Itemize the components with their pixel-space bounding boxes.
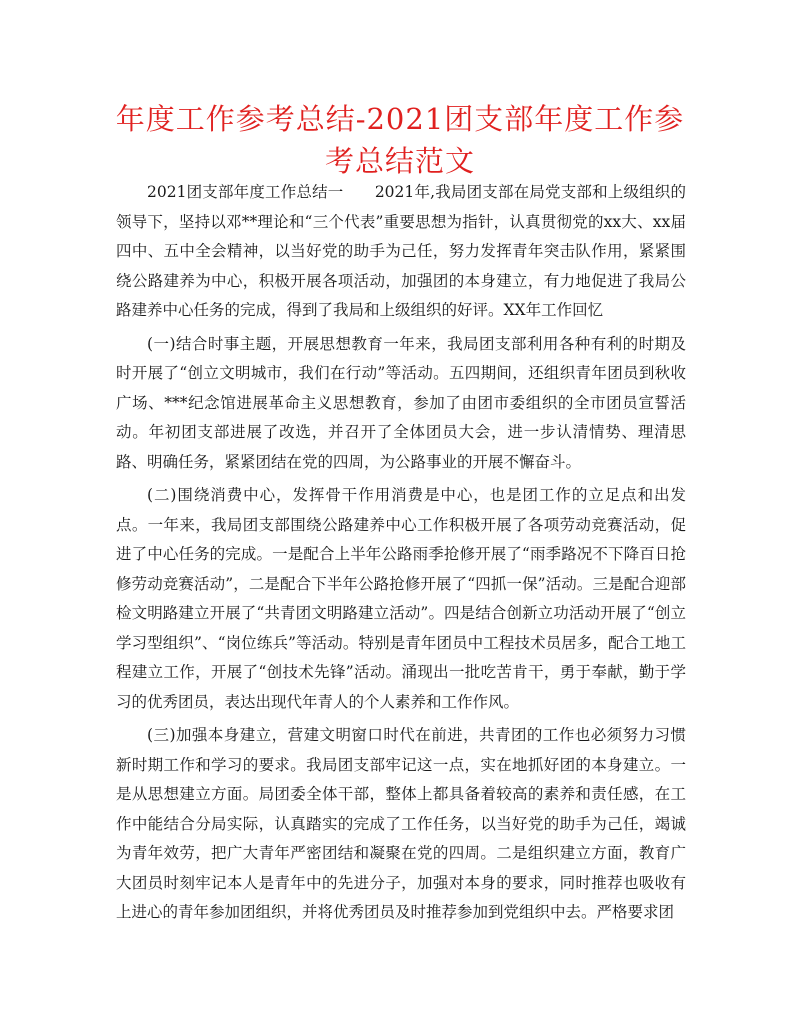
paragraph-section-2: (二)围绕消费中心，发挥骨干作用消费是中心，也是团工作的立足点和出发点。一年来，我局团支部围绕公路建养中心工作积极开展了各项劳动竞赛活动，促进了中心任务的完成。一是配合上半年公路雨季抢修开展了“雨季路况不下降百日抢修劳动竞赛活动”，二是配合下半年公路抢修开展了“四抓一保”活动。三是配合迎部检文明路建立开展了“共青团文明路建立活动”。四是结合创新立功活动开展了“创立学习型组织”、“岗位练兵”等活动。特别是青年团员中工程技术员居多，配合工地工程建立工作，开展了“创技术先锋”活动。涌现出一批吃苦肯干，勇于奉献，勤于学习的优秀团员，表达出现代年青人的个人素养和工作作风。 (116, 486, 686, 711)
document-body (116, 178, 686, 932)
paragraph-intro: 2021团支部年度工作总结一 2021年,我局团支部在局党支部和上级组织的领导下，坚持以邓**理论和“三个代表”重要思想为指针，认真贯彻党的xx大、xx届四中、五中全会精神，以当好党的助手为己任，努力发挥青年突击队作用，紧紧围绕公路建养为中心，积极开展各项活动，加强团的本身建立，有力地促进了我局公路建养中心任务的完成，得到了我局和上级组织的好评。XX年工作回忆 (116, 183, 686, 319)
document-title: 年度工作参考总结-2021团支部年度工作参考总结范文 (115, 102, 685, 178)
paragraph-section-1: (一)结合时事主题，开展思想教育一年来，我局团支部利用各种有利的时期及时开展了“创立文明城市，我们在行动”等活动。五四期间，还组织青年团员到秋收广场、***纪念馆进展革命主义思想教育，参加了由团市委组织的全市团员宣誓活动。年初团支部进展了改选，并召开了全体团员大会，进一步认清情势、理清思路、明确任务，紧紧团结在党的四周，为公路事业的开展不懈奋斗。 (116, 334, 686, 471)
paragraph-section-3: (三)加强本身建立，营建文明窗口时代在前进，共青团的工作也必须努力习惯新时期工作和学习的要求。我局团支部牢记这一点，实在地抓好团的本身建立。一是从思想建立方面。局团委全体干部，整体上都具备着较高的素养和责任感，在工作中能结合分局实际，认真踏实的完成了工作任务，以当好党的助手为己任，竭诚为青年效劳，把广大青年严密团结和凝聚在党的四周。二是组织建立方面，教育广大团员时刻牢记本人是青年中的先进分子，加强对本身的要求，同时推荐也吸收有上进心的青年参加团组织，并将优秀团员及时推荐参加到党组织中去。严格要求团 (116, 726, 686, 921)
